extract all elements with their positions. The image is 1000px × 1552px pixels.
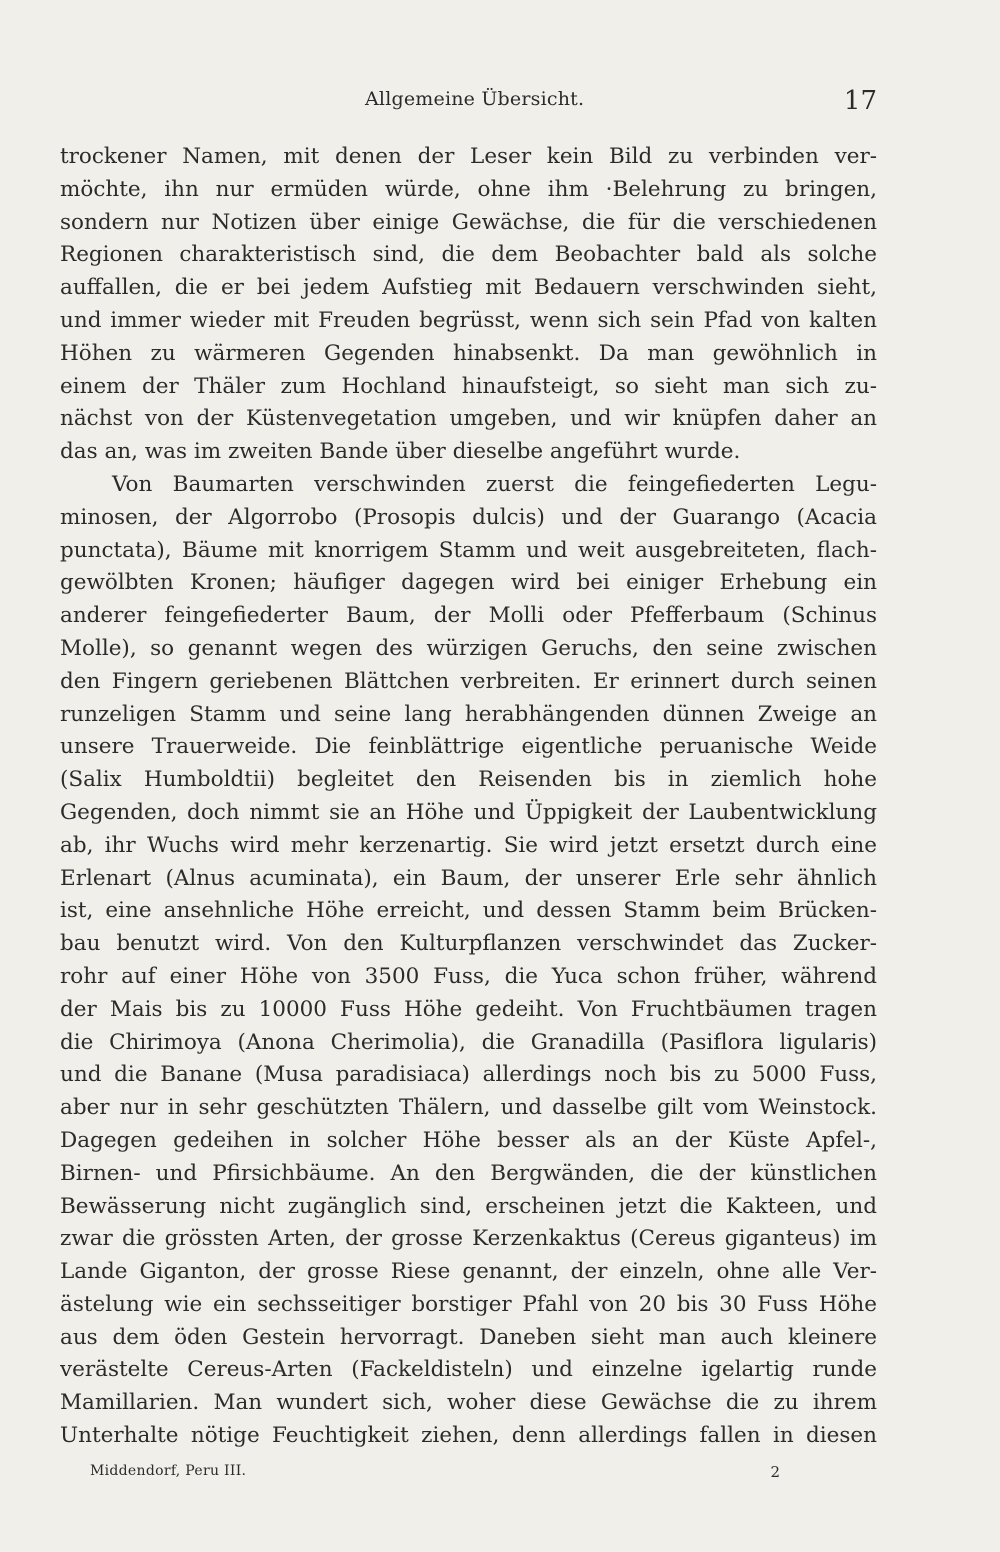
text-line: minosen, der Algorrobo (Prosopis dulcis) und der Guarango (Acacia [60,504,877,530]
text-line: auffallen, die er bei jedem Aufstieg mit Bedauern verschwinden sieht, [60,275,877,301]
text-line: Molle), so genannt wegen des würzigen Geruchs, den seine zwischen [60,635,877,661]
text-line: aber nur in sehr geschützten Thälern, und dasselbe gilt vom Weinstock. [60,1095,877,1121]
running-title: Allgemeine Übersicht. [365,88,585,110]
text-line: trockener Namen, mit denen der Leser kein Bild zu verbinden ver- [60,144,877,169]
text-line: die Chirimoya (Anona Cherimolia), die Granadilla (Pasiflora ligularis) [60,1029,877,1055]
text-line: Höhen zu wärmeren Gegenden hinabsenkt. Da man gewöhnlich in [60,340,877,366]
text-line: den Fingern geriebenen Blättchen verbreiten. Er erinnert durch seinen [60,668,877,694]
text-line: ab, ihr Wuchs wird mehr kerzenartig. Sie wird jetzt ersetzt durch eine [60,832,877,858]
sheet-number: 2 [770,1463,780,1481]
text-line: Lande Giganton, der grosse Riese genannt, der einzeln, ohne alle Ver- [60,1259,877,1285]
running-head [60,88,877,128]
text-line: Unterhalte nötige Feuchtigkeit ziehen, denn allerdings fallen in diesen [60,1423,877,1449]
text-line: bau benutzt wird. Von den Kulturpflanzen verschwindet das Zucker- [60,931,877,957]
text-line: rohr auf einer Höhe von 3500 Fuss, die Yuca schon früher, während [60,963,877,989]
text-line: Birnen- und Pfirsichbäume. An den Bergwänden, die der künstlichen [60,1160,877,1186]
text-line: ist, eine ansehnliche Höhe erreicht, und dessen Stamm beim Brücken- [60,898,877,924]
text-line: Gegenden, doch nimmt sie an Höhe und Üppigkeit der Laubentwicklung [60,799,877,825]
text-line: gewölbten Kronen; häufiger dagegen wird bei einiger Erhebung ein [60,570,877,596]
text-line: ästelung wie ein sechsseitiger borstiger Pfahl von 20 bis 30 Fuss Höhe [60,1291,877,1317]
signature-mark: Middendorf, Peru III. [90,1463,247,1479]
text-line: und immer wieder mit Freuden begrüsst, wenn sich sein Pfad von kalten [60,307,877,333]
text-line: Mamillarien. Man wundert sich, woher diese Gewächse die zu ihrem [60,1390,877,1416]
text-line: (Salix Humboldtii) begleitet den Reisenden bis in ziemlich hohe [60,767,877,793]
text-line: das an, was im zweiten Bande über dieselbe angeführt wurde. [60,439,741,465]
text-line: sondern nur Notizen über einige Gewächse, die für die verschiedenen [60,209,877,235]
text-line: verästelte Cereus-Arten (Fackeldisteln) und einzelne igelartig runde [60,1357,877,1383]
text-line: runzeligen Stamm und seine lang herabhängenden dünnen Zweige an [60,701,877,727]
text-line: einem der Thäler zum Hochland hinaufsteigt, so sieht man sich zu- [60,373,877,399]
text-line: Von Baumarten verschwinden zuerst die feingefiederten Legu- [112,471,877,497]
text-line: möchte, ihn nur ermüden würde, ohne ihm ·Belehrung zu bringen, [60,176,877,202]
text-line: Bewässerung nicht zugänglich sind, erscheinen jetzt die Kakteen, und [60,1193,877,1219]
body-text [60,141,877,1453]
text-line: aus dem öden Gestein hervorragt. Daneben sieht man auch kleinere [60,1324,877,1350]
page-number: 17 [843,86,877,116]
text-line: nächst von der Küstenvegetation umgeben, und wir knüpfen daher an [60,406,877,432]
text-line: anderer feingefiederter Baum, der Molli oder Pfefferbaum (Schinus [60,603,877,629]
text-line: zwar die grössten Arten, der grosse Kerzenkaktus (Cereus giganteus) im [60,1226,877,1252]
text-line: punctata), Bäume mit knorrigem Stamm und weit ausgebreiteten, flach- [60,537,877,563]
text-line: Erlenart (Alnus acuminata), ein Baum, der unserer Erle sehr ähnlich [60,865,877,891]
text-line: unsere Trauerweide. Die feinblättrige eigentliche peruanische Weide [60,734,877,760]
page-footer [90,1463,780,1487]
text-line: Regionen charakteristisch sind, die dem Beobachter bald als solche [60,242,877,268]
text-line: und die Banane (Musa paradisiaca) allerdings noch bis zu 5000 Fuss, [60,1062,877,1088]
text-line: der Mais bis zu 10000 Fuss Höhe gedeiht. Von Fruchtbäumen tragen [60,996,877,1022]
text-line: Dagegen gedeihen in solcher Höhe besser als an der Küste Apfel-, [60,1127,877,1153]
